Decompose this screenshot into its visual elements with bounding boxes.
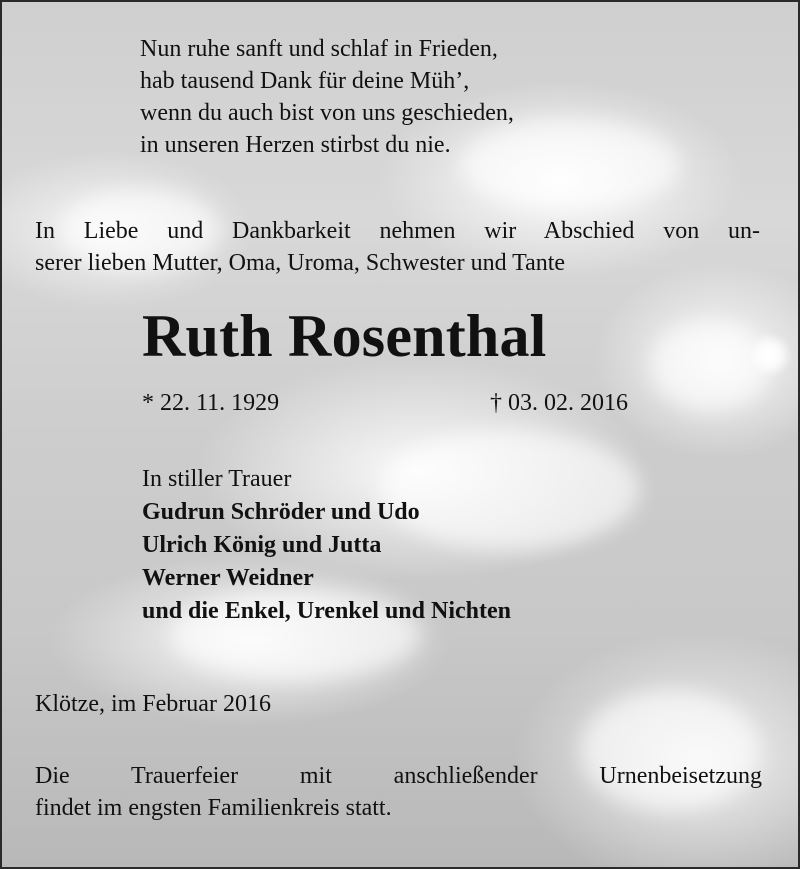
mourners-list (142, 463, 702, 628)
mourner-name: und die Enkel, Urenkel und Nichten (142, 598, 511, 624)
birth-date: * 22. 11. 1929 (142, 390, 280, 416)
verse-line: Nun ruhe sanft und schlaf in Frieden, (140, 36, 498, 62)
mourner-name: Gudrun Schröder und Udo (142, 499, 420, 525)
deceased-name: Ruth Rosenthal (142, 303, 547, 369)
ceremony-line: Die Trauerfeier mit anschließender Urnenbeisetzung (35, 763, 762, 789)
memorial-verse (140, 33, 660, 161)
intro-line: In Liebe und Dankbarkeit nehmen wir Abschied von un- (35, 218, 760, 244)
verse-line: wenn du auch bist von uns geschieden, (140, 100, 514, 126)
farewell-introduction (35, 215, 760, 279)
verse-line: hab tausend Dank für deine Müh’, (140, 68, 470, 94)
intro-line: serer lieben Mutter, Oma, Uroma, Schwester und Tante (35, 250, 566, 276)
death-date: † 03. 02. 2016 (490, 390, 628, 416)
mourner-name: Werner Weidner (142, 565, 314, 591)
ceremony-notice (35, 760, 762, 824)
ceremony-line: findet im engsten Familienkreis statt. (35, 795, 392, 821)
place-and-date: Klötze, im Februar 2016 (35, 691, 271, 717)
verse-line: in unseren Herzen stirbst du nie. (140, 132, 451, 158)
mourning-heading: In stiller Trauer (142, 466, 292, 492)
sunlight-glow (748, 333, 792, 377)
mourner-name: Ulrich König und Jutta (142, 532, 382, 558)
